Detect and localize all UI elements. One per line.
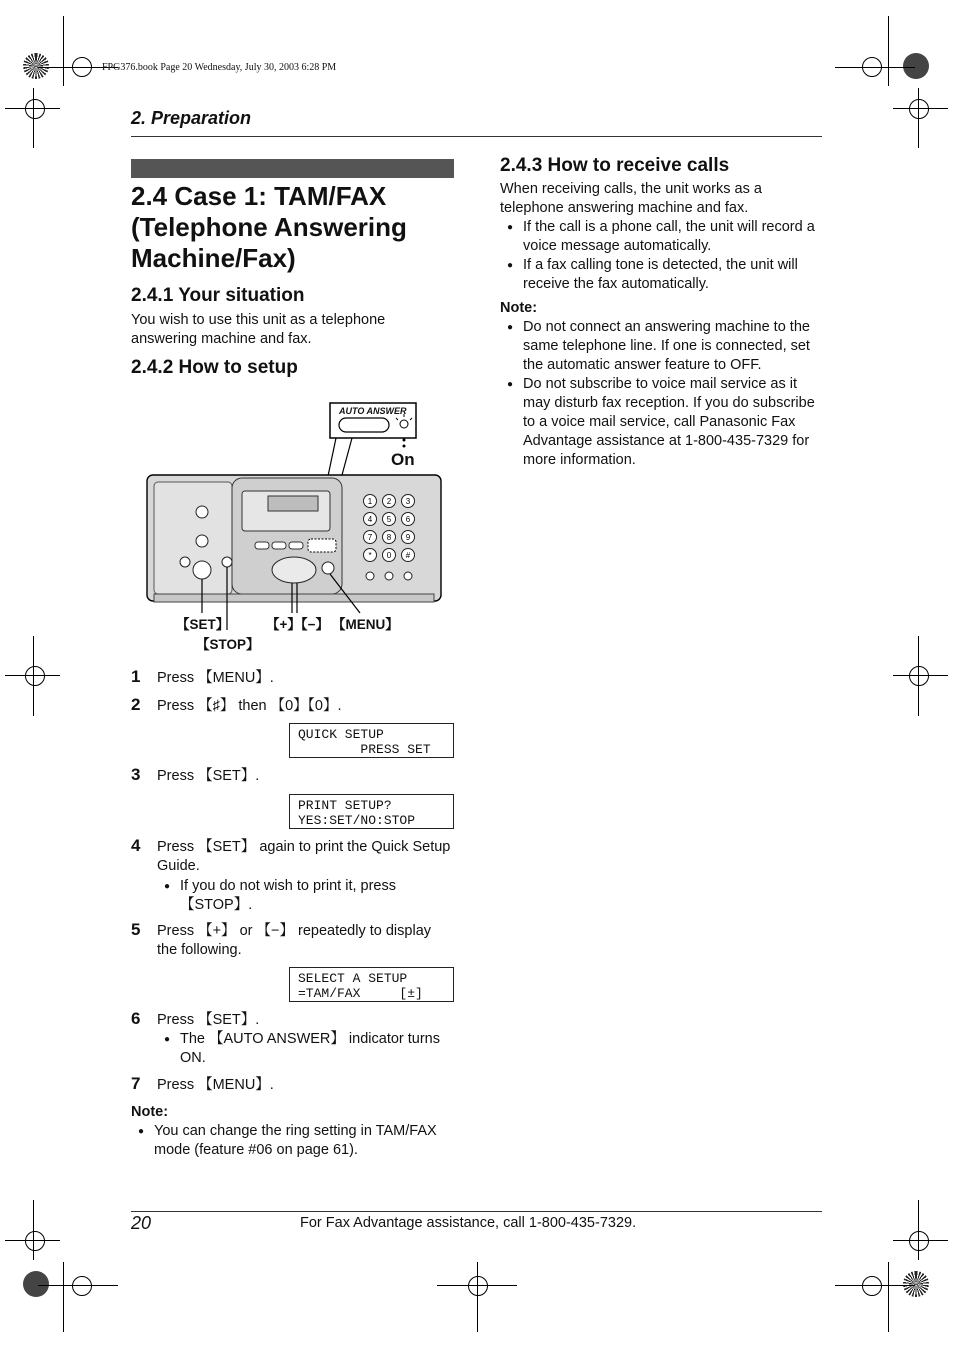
on-label: On [391, 450, 415, 469]
keypad-key-label: 9 [405, 533, 411, 542]
keypad-key-label: 5 [386, 515, 392, 524]
color-target-icon [903, 1271, 929, 1297]
keypad-key-label: 7 [367, 533, 373, 542]
color-target-icon [903, 53, 929, 79]
book-info: FPG376.book Page 20 Wednesday, July 30, 2003 6:28 PM [102, 62, 337, 73]
crosshair-icon [862, 57, 882, 77]
receive-heading: 2.4.3 How to receive calls [500, 155, 730, 176]
title-bar [131, 159, 454, 178]
receive-intro: When receiving calls, the unit works as a telephone answering machine and fax. [500, 181, 762, 216]
keypad-key-label: # [405, 551, 411, 560]
footer-rule [131, 1211, 822, 1212]
crosshair-icon [468, 1276, 488, 1296]
step-bullet: ● If you do not wish to print it, press 【STOP】. [164, 877, 453, 915]
keypad-key-label: 6 [405, 515, 411, 524]
color-target-icon [23, 53, 49, 79]
step-text: Press 【♯】 then 【0】【0】. [157, 698, 342, 714]
note-text: ● You can change the ring setting in TAM/FAX mode (feature #06 on page 61). [138, 1122, 454, 1160]
set-button-label: 【SET】 [176, 617, 230, 632]
page-title: 2.4 Case 1: TAM/FAX (Telephone Answering Machine/Fax) [131, 181, 407, 273]
footer-text: For Fax Advantage assistance, call 1-800-435-7329. [300, 1215, 637, 1231]
receive-bullet: ● If a fax calling tone is detected, the unit will receive the fax automatically. [507, 256, 822, 294]
crosshair-icon [909, 99, 929, 119]
situation-text: You wish to use this unit as a telephone answering machine and fax. [131, 312, 386, 347]
step-number: 7 [131, 1074, 141, 1093]
crosshair-icon [72, 1276, 92, 1296]
color-target-icon [23, 1271, 49, 1297]
keypad-key-label: 2 [386, 497, 392, 506]
receive-bullet: ● If the call is a phone call, the unit will record a voice message automatically. [507, 218, 822, 256]
step-number: 4 [131, 836, 141, 855]
menu-button-label: 【MENU】 [332, 617, 399, 632]
crosshair-icon [909, 1231, 929, 1251]
step-text: Press 【MENU】. [157, 670, 274, 686]
keypad-key-label: 4 [367, 515, 373, 524]
situation-heading: 2.4.1 Your situation [131, 285, 305, 306]
stop-button-label: 【STOP】 [196, 637, 260, 652]
keypad-key-label: 0 [386, 551, 392, 560]
step-text: Press 【SET】. ● The 【AUTO ANSWER】 indicator turns ON. [157, 1011, 453, 1068]
note-text: ● Do not connect an answering machine to the same telephone line. If one is connected, set the automatic answer feature to OFF. [507, 318, 822, 375]
step-text: Press 【+】 or 【−】 repeatedly to display the following. [157, 923, 432, 958]
setup-heading: 2.4.2 How to setup [131, 357, 298, 378]
crosshair-icon [25, 99, 45, 119]
note-label: Note: [131, 1104, 169, 1120]
step-number: 5 [131, 920, 141, 939]
plus-minus-button-label: 【+】【−】 [266, 617, 330, 632]
section-header: 2. Preparation [131, 108, 252, 128]
step-number: 1 [131, 667, 141, 686]
auto-answer-label: AUTO ANSWER [339, 406, 407, 416]
keypad-key-label: 3 [405, 497, 411, 506]
step-text: Press 【SET】 again to print the Quick Setup Guide. ● If you do not wish to print it, press 【STOP】. [157, 838, 453, 915]
header-rule [131, 136, 822, 137]
keypad-key-label: 1 [367, 497, 373, 506]
step-number: 6 [131, 1009, 141, 1028]
crosshair-icon [25, 1231, 45, 1251]
step-bullet: ● The 【AUTO ANSWER】 indicator turns ON. [164, 1030, 453, 1068]
note-text: ● Do not subscribe to voice mail service as it may disturb fax reception. If you do subscribe to a voice mail service, call Panasonic Fax Advantage assistance at 1-800-435-7329 for more information. [507, 375, 822, 470]
crosshair-icon [909, 666, 929, 686]
keypad-key-label: 8 [386, 533, 392, 542]
fax-machine-figure [140, 398, 460, 660]
step-number: 3 [131, 765, 141, 784]
receive-section [500, 180, 822, 470]
page-number: 20 [131, 1213, 152, 1233]
step-number: 2 [131, 695, 141, 714]
crosshair-icon [25, 666, 45, 686]
step-text: Press 【SET】. [157, 768, 260, 784]
crosshair-icon [72, 57, 92, 77]
lcd-display: PRINT SETUP? YES:SET/NO:STOP [289, 794, 454, 829]
note-label: Note: [500, 300, 538, 316]
step-text: Press 【MENU】. [157, 1077, 274, 1093]
lcd-display: QUICK SETUP PRESS SET [289, 723, 454, 758]
keypad-key-label: * [368, 551, 372, 560]
lcd-display: SELECT A SETUP =TAM/FAX [±] [289, 967, 454, 1002]
crosshair-icon [862, 1276, 882, 1296]
